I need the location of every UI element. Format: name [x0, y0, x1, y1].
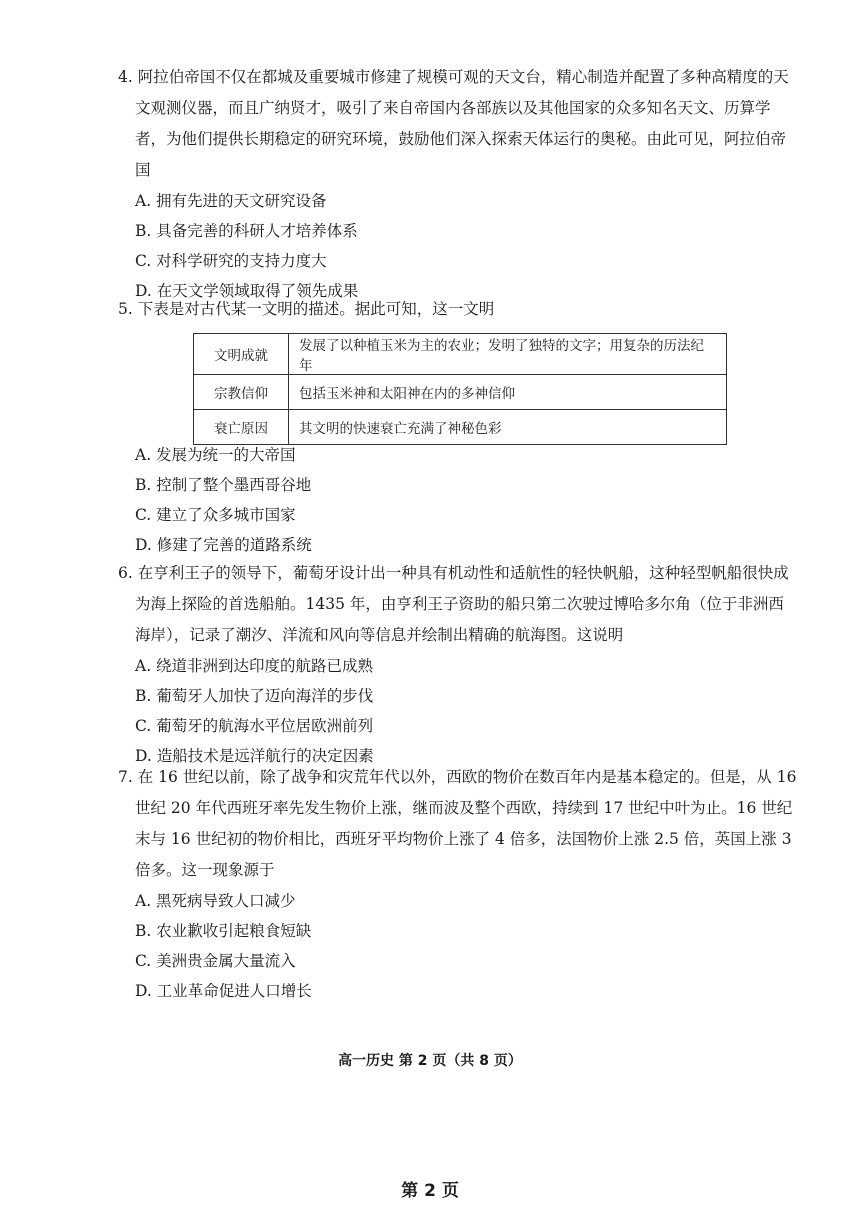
option-a: A. 绕道非洲到达印度的航路已成熟 — [135, 657, 374, 675]
option-b: B. 具备完善的科研人才培养体系 — [135, 222, 358, 240]
question-stem: 7. 在 16 世纪以前，除了战争和灾荒年代以外，西欧的物价在数百年内是基本稳定的。但是，从 16 世纪 20 年代西班牙率先发生物价上涨，继而波及整个西欧，持续到 17 世纪中叶为止。16 世纪末与 16 世纪初的物价相比，西班牙平均物价上涨了 4 倍多，法国物价上涨 2.5 倍，英国上涨 3 倍多。这一现象源于 — [118, 768, 797, 879]
table-value: 包括玉米神和太阳神在内的多神信仰 — [289, 375, 727, 410]
question-stem: 6. 在亨利王子的领导下，葡萄牙设计出一种具有机动性和适航性的轻快帆船，这种轻型帆船很快成为海上探险的首选船舶。1435 年，由亨利王子资助的船只第二次驶过博哈多尔角（位于非洲西海岸），记录了潮汐、洋流和风向等信息并绘制出精确的航海图。这说明 — [118, 564, 789, 644]
question-5 — [118, 294, 798, 325]
question-6 — [118, 558, 798, 771]
question-5-options — [118, 440, 798, 560]
option-d: D. 造船技术是远洋航行的决定因素 — [135, 747, 374, 765]
table-key: 衰亡原因 — [194, 410, 289, 445]
option-d: D. 修建了完善的道路系统 — [135, 536, 312, 554]
table-key: 宗教信仰 — [194, 375, 289, 410]
option-b: B. 葡萄牙人加快了迈向海洋的步伐 — [135, 687, 374, 705]
question-stem: 5. 下表是对古代某一文明的描述。据此可知，这一文明 — [118, 300, 495, 318]
option-a: A. 黑死病导致人口减少 — [135, 892, 296, 910]
option-a: A. 发展为统一的大帝国 — [135, 446, 296, 464]
page-number: 第 2 页 — [401, 1181, 459, 1201]
option-d: D. 在天文学领域取得了领先成果 — [135, 282, 359, 300]
option-c: C. 建立了众多城市国家 — [135, 506, 296, 524]
question-stem: 4. 阿拉伯帝国不仅在都城及重要城市修建了规模可观的天文台，精心制造并配置了多种高精度的天文观测仪器，而且广纳贤才，吸引了来自帝国内各部族以及其他国家的众多知名天文、历算学者，为他们提供长期稳定的研究环境，鼓励他们深入探索天体运行的奥秘。由此可见，阿拉伯帝国 — [118, 68, 789, 179]
question-7 — [118, 762, 798, 1006]
table-row — [194, 334, 727, 375]
page-footer: 高一历史 第 2 页（共 8 页） — [338, 1053, 522, 1069]
table-key: 文明成就 — [194, 334, 289, 375]
option-d: D. 工业革命促进人口增长 — [135, 982, 312, 1000]
option-c: C. 美洲贵金属大量流入 — [135, 952, 296, 970]
option-b: B. 控制了整个墨西哥谷地 — [135, 476, 312, 494]
civilization-table — [193, 333, 727, 445]
option-c: C. 对科学研究的支持力度大 — [135, 252, 327, 270]
table-row — [194, 375, 727, 410]
option-c: C. 葡萄牙的航海水平位居欧洲前列 — [135, 717, 374, 735]
option-b: B. 农业歉收引起粮食短缺 — [135, 922, 312, 940]
question-4 — [118, 62, 798, 306]
table-value: 发展了以种植玉米为主的农业；发明了独特的文字；用复杂的历法纪年 — [289, 334, 727, 375]
option-a: A. 拥有先进的天文研究设备 — [135, 192, 327, 210]
table-value: 其文明的快速衰亡充满了神秘色彩 — [289, 410, 727, 445]
